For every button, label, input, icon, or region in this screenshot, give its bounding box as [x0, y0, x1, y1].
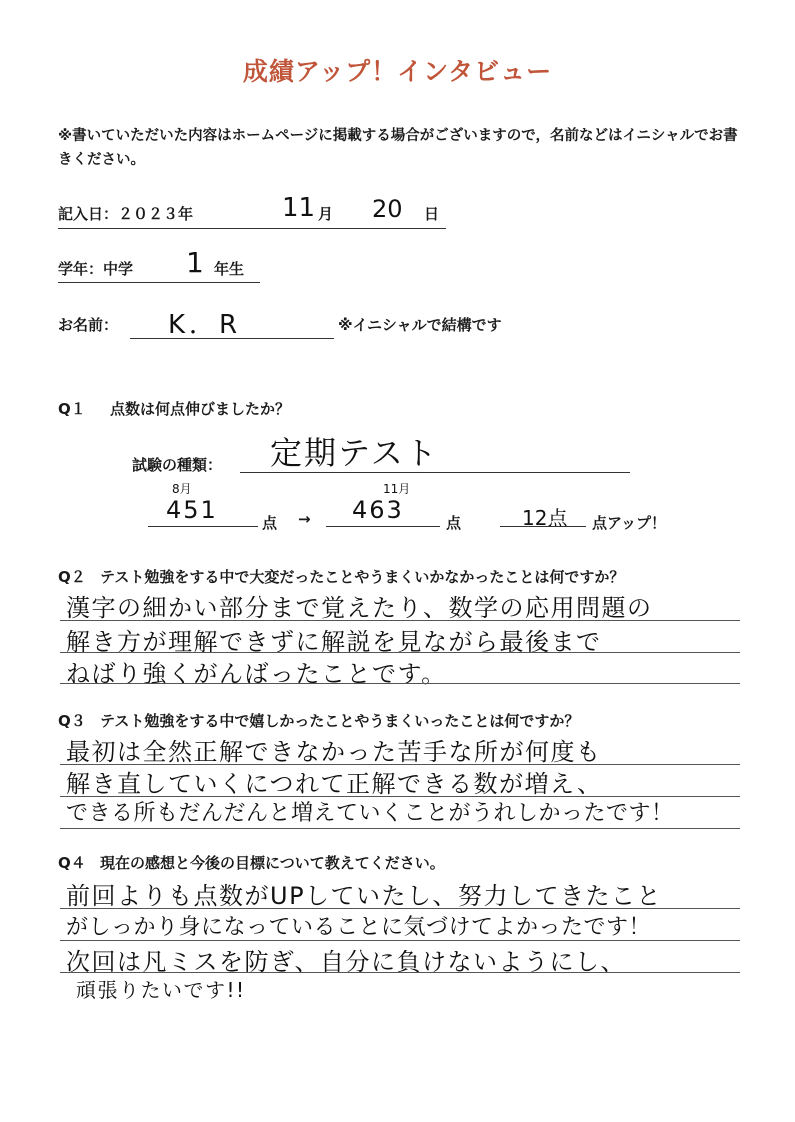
entry-date-month: 11 [282, 193, 316, 223]
q4-answer-line-4: 頑張りたいです!! [76, 978, 246, 1002]
q2-answer-line-3: ねばり強くがんばったことです。 [66, 660, 447, 688]
q4-answer-line-3: 次回は凡ミスを防ぎ、自分に負けないようにし、 [66, 948, 627, 976]
after-score: 463 [352, 496, 404, 524]
q1-number: Q１ [58, 400, 86, 418]
entry-date-day: 20 [372, 195, 403, 223]
q3-ruled-line [60, 828, 740, 829]
q3-answer-line-1: 最初は全然正解できなかった苦手な所が何度も [66, 738, 602, 766]
grade-underline [58, 282, 260, 283]
q4-answer-line-1: 前回よりも点数がUPしていたし、努力してきたこと [66, 882, 663, 910]
q2-answer-line-2: 解き方が理解できずに解説を見ながら最後まで [66, 628, 602, 656]
name-label: お名前： [58, 316, 119, 334]
q3-number: Q３ [58, 712, 86, 730]
entry-date-underline [58, 228, 446, 229]
before-score: 451 [166, 496, 218, 524]
grade-value: 1 [186, 246, 204, 279]
arrow: → [298, 510, 311, 528]
grade-label: 学年：中学 [58, 260, 134, 278]
q4-ruled-line [60, 940, 740, 941]
score-up-underline [500, 526, 586, 527]
privacy-note: ※書いていただいた内容はホームページに掲載する場合がございますので，名前などはイニシャルでお書きください。 [58, 128, 738, 168]
q4-answer-line-2: がしっかり身になっていることに気づけてよかったです！ [66, 915, 652, 940]
grade-unit: 年生 [214, 260, 245, 278]
entry-date-day-unit: 日 [424, 205, 440, 223]
after-score-unit: 点 [446, 514, 462, 532]
score-up-value: 12点 [522, 506, 568, 530]
name-underline [130, 338, 334, 339]
q3-answer-line-2: 解き直していくにつれて正解できる数が増え、 [66, 770, 603, 798]
q2-ruled-line [60, 683, 740, 684]
after-month: 11月 [383, 482, 411, 496]
entry-date-month-unit: 月 [318, 205, 334, 223]
q2-question: テスト勉強をする中で大変だったことやうまくいかなかったことは何ですか？ [100, 568, 625, 586]
name-note: ※イニシャルで結構です [338, 316, 502, 334]
exam-type-underline [240, 472, 630, 473]
score-up-label: 点アップ！ [592, 514, 666, 532]
q3-question: テスト勉強をする中で嬉しかったことやうまくいったことは何ですか？ [100, 712, 580, 730]
before-score-unit: 点 [262, 514, 278, 532]
q2-answer-line-1: 漢字の細かい部分まで覚えたり、数学の応用問題の [66, 594, 653, 622]
q4-question: 現在の感想と今後の目標について教えてください。 [100, 854, 445, 872]
after-score-underline [326, 526, 440, 527]
exam-type-label: 試験の種類： [132, 456, 223, 474]
before-month: 8月 [172, 482, 192, 496]
name-value: K．R [168, 310, 242, 340]
entry-date-label: 記入日：２０２３年 [58, 205, 194, 223]
q2-ruled-line [60, 652, 740, 653]
q4-ruled-line [60, 972, 740, 973]
q1-question: 点数は何点伸びましたか？ [110, 400, 291, 418]
page-title: 成績アップ！インタビュー [242, 57, 553, 86]
exam-type-value: 定期テスト [270, 434, 439, 472]
before-score-underline [148, 526, 258, 527]
q2-ruled-line [60, 620, 740, 621]
q2-number: Q２ [58, 568, 86, 586]
q3-answer-line-3: できる所もだんだんと増えていくことがうれしかったです！ [66, 801, 674, 826]
q4-number: Q４ [58, 854, 86, 872]
q4-ruled-line [60, 908, 740, 909]
